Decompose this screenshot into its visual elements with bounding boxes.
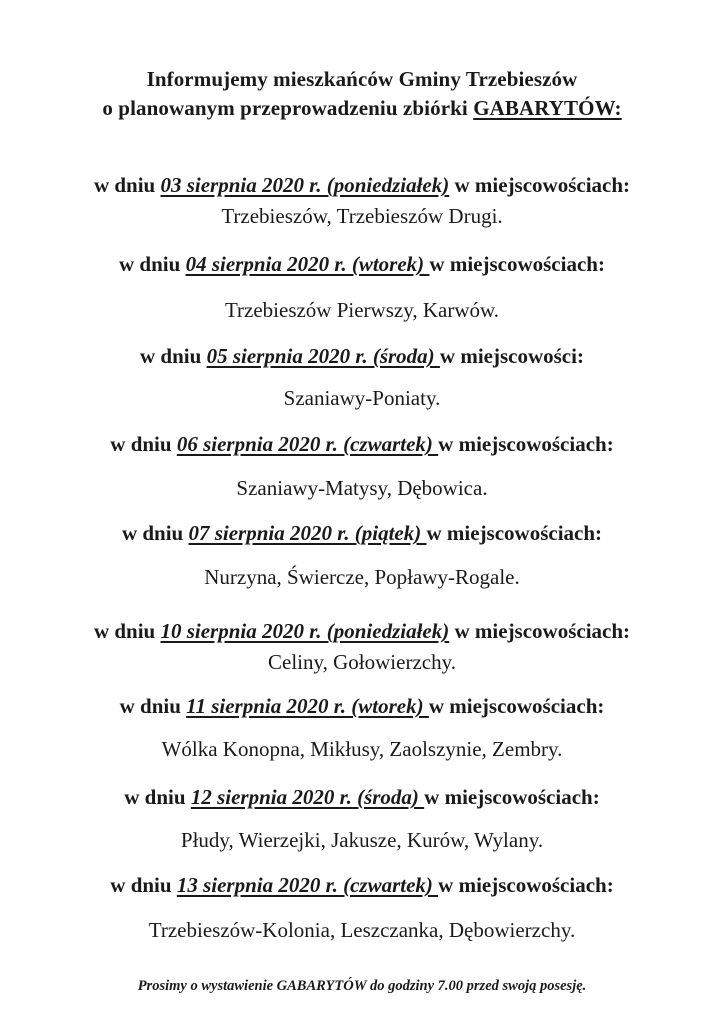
schedule-date-line [0, 784, 724, 810]
date-suffix: w miejscowościach: [449, 173, 631, 197]
date-suffix: w miejscowościach: [438, 873, 614, 897]
date-suffix: w miejscowościach: [426, 521, 603, 545]
schedule-date-line [0, 343, 724, 369]
date-prefix: w dniu [93, 173, 161, 197]
date-suffix: w miejscowościach: [424, 785, 600, 809]
heading-line-2 [0, 95, 724, 121]
collection-date: 03 sierpnia 2020 r. (poniedziałek) [160, 173, 450, 197]
date-prefix: w dniu [124, 785, 191, 809]
schedule-places: Celiny, Gołowierzchy. [268, 650, 456, 674]
collection-date: 10 sierpnia 2020 r. (poniedziałek) [160, 619, 450, 643]
heading-line-1: Informujemy mieszkańców Gminy Trzebieszów [146, 67, 578, 91]
collection-date: 11 sierpnia 2020 r. (wtorek) [186, 694, 429, 718]
date-prefix: w dniu [119, 252, 186, 276]
schedule-date-line [0, 172, 724, 198]
schedule-places: Trzebieszów Pierwszy, Karwów. [224, 298, 500, 322]
date-prefix: w dniu [140, 344, 207, 368]
schedule-places: Nurzyna, Świercze, Popławy-Rogale. [204, 565, 520, 589]
date-suffix: w miejscowości: [439, 344, 584, 368]
date-prefix: w dniu [121, 521, 189, 545]
schedule-date-line [0, 520, 724, 546]
date-suffix: w miejscowościach: [428, 694, 605, 718]
date-prefix: w dniu [110, 432, 177, 456]
schedule-places: Wólka Konopna, Mikłusy, Zaolszynie, Zembry. [161, 737, 563, 761]
collection-date: 05 sierpnia 2020 r. (środa) [206, 344, 440, 368]
date-suffix: w miejscowościach: [438, 432, 614, 456]
schedule-places: Płudy, Wierzejki, Jakusze, Kurów, Wylany. [180, 828, 544, 852]
schedule-date-line [0, 872, 724, 898]
schedule-places: Szaniawy-Matysy, Dębowica. [236, 476, 488, 500]
date-prefix: w dniu [110, 873, 177, 897]
heading-line-2-prefix: o planowanym przeprowadzeniu zbiórki [102, 96, 474, 120]
schedule-places: Trzebieszów-Kolonia, Leszczanka, Dębowierzchy. [148, 918, 576, 942]
collection-date: 13 sierpnia 2020 r. (czwartek) [176, 873, 439, 897]
collection-date: 07 sierpnia 2020 r. (piątek) [188, 521, 427, 545]
heading-emphasis: GABARYTÓW: [473, 96, 622, 120]
date-prefix: w dniu [119, 694, 187, 718]
schedule-date-line [0, 618, 724, 644]
date-suffix: w miejscowościach: [449, 619, 631, 643]
footer-note: Prosimy o wystawienie GABARYTÓW do godziny 7.00 przed swoją posesję. [137, 978, 587, 994]
schedule-places: Szaniawy-Poniaty. [283, 386, 441, 410]
collection-date: 04 sierpnia 2020 r. (wtorek) [185, 252, 430, 276]
collection-date: 06 sierpnia 2020 r. (czwartek) [176, 432, 439, 456]
schedule-date-line [0, 251, 724, 277]
schedule-places: Trzebieszów, Trzebieszów Drugi. [221, 204, 503, 228]
collection-date: 12 sierpnia 2020 r. (środa) [190, 785, 425, 809]
schedule-date-line [0, 693, 724, 719]
schedule-date-line [0, 431, 724, 457]
date-prefix: w dniu [93, 619, 161, 643]
date-suffix: w miejscowościach: [429, 252, 605, 276]
